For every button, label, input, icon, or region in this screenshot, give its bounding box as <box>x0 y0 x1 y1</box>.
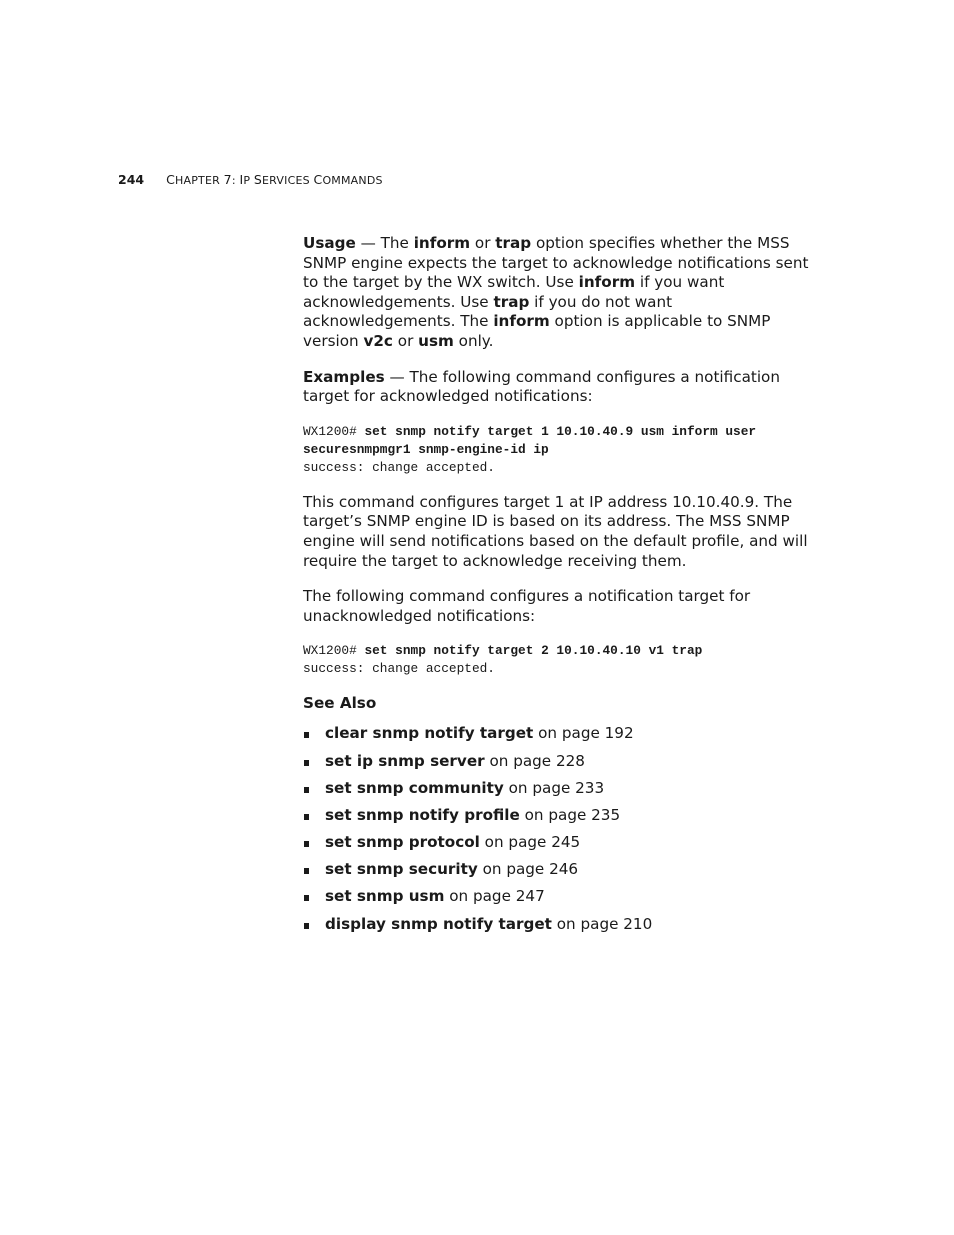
list-item[interactable] <box>303 806 823 826</box>
target2-description: The following command configures a notification target for unacknowledged notifications: <box>303 587 751 625</box>
page-reference: on page 210 <box>551 914 653 933</box>
text-span: only. <box>453 331 494 350</box>
page-reference: on page 233 <box>503 778 605 797</box>
page-header <box>118 172 383 187</box>
examples-paragraph <box>303 368 823 407</box>
target1-description: This command configures target 1 at IP address 10.10.40.9. The target’s SNMP engine ID is based on its address. The MSS SNMP engine will send notifications based on the default profile, and will require the target to acknowledge receiving them. <box>303 492 808 570</box>
bullet-icon <box>304 814 309 820</box>
list-item[interactable] <box>303 779 823 799</box>
list-item[interactable] <box>303 915 823 935</box>
page-reference: on page 192 <box>533 724 634 743</box>
link-command[interactable]: set ip snmp server <box>325 751 485 770</box>
bullet-icon <box>304 841 309 847</box>
keyword: v2c <box>363 331 393 350</box>
list-item[interactable] <box>303 887 823 907</box>
link-command[interactable]: display snmp notify target <box>325 914 552 933</box>
page-reference: on page 246 <box>477 860 579 879</box>
link-command[interactable]: set snmp usm <box>325 887 445 906</box>
text-span: if you want acknowledgements. Use <box>303 273 725 311</box>
code-block-1 <box>303 423 823 477</box>
keyword: trap <box>493 292 530 311</box>
text-span: option specifies whether the MSS SNMP engine expects the target to acknowledge notifications sent to the target by the WX switch. Use <box>303 234 809 292</box>
cli-command: set snmp notify target 2 10.10.40.10 v1 trap <box>364 643 703 659</box>
link-command[interactable]: set snmp community <box>325 778 504 797</box>
page-reference: on page 245 <box>479 833 581 852</box>
link-command[interactable]: set snmp notify profile <box>325 805 520 824</box>
bullet-icon <box>304 760 309 766</box>
usage-label: Usage <box>303 234 356 252</box>
link-command[interactable]: clear snmp notify target <box>325 724 534 743</box>
cli-prompt: WX1200# <box>303 643 365 659</box>
cli-command: set snmp notify target 1 10.10.40.9 usm inform user <box>364 423 757 439</box>
bullet-icon <box>304 732 309 738</box>
list-item[interactable] <box>303 860 823 880</box>
text-span: — The <box>355 234 414 252</box>
page-reference: on page 228 <box>484 751 585 770</box>
cli-output: success: change accepted. <box>303 459 495 475</box>
list-item[interactable] <box>303 752 823 772</box>
link-command[interactable]: set snmp security <box>325 860 478 879</box>
keyword: inform <box>493 312 550 331</box>
chapter-title: CHAPTER 7: IP SERVICES COMMANDS <box>166 172 383 187</box>
list-item[interactable] <box>303 833 823 853</box>
bullet-icon <box>304 868 309 874</box>
link-command[interactable]: set snmp protocol <box>325 833 480 852</box>
bullet-icon <box>304 895 309 901</box>
examples-label: Examples <box>303 367 385 386</box>
text-span: — The following command configures a notification target for acknowledged notifications: <box>303 367 780 406</box>
page-number: 244 <box>118 172 145 187</box>
keyword: inform <box>413 234 471 252</box>
keyword: usm <box>418 331 454 350</box>
keyword: trap <box>495 234 532 252</box>
text-span: or <box>470 234 496 252</box>
cli-command: securesnmpmgr1 snmp-engine-id ip <box>303 441 549 457</box>
text-span: or <box>392 331 419 350</box>
text-span: option is applicable to SNMP version <box>303 312 771 350</box>
cli-prompt: WX1200# <box>303 423 365 439</box>
bullet-icon <box>304 787 309 793</box>
bullet-icon <box>304 923 309 929</box>
page-reference: on page 247 <box>444 887 545 906</box>
text-span: if you do not want acknowledgements. The <box>303 292 673 331</box>
main-content <box>303 234 823 942</box>
code-block-2 <box>303 642 823 678</box>
list-item[interactable] <box>303 724 823 744</box>
usage-paragraph <box>303 234 823 352</box>
page-reference: on page 235 <box>519 805 621 824</box>
see-also-heading: See Also <box>303 694 377 713</box>
keyword: inform <box>578 273 636 292</box>
see-also-list <box>303 724 823 934</box>
cli-output: success: change accepted. <box>303 661 495 677</box>
